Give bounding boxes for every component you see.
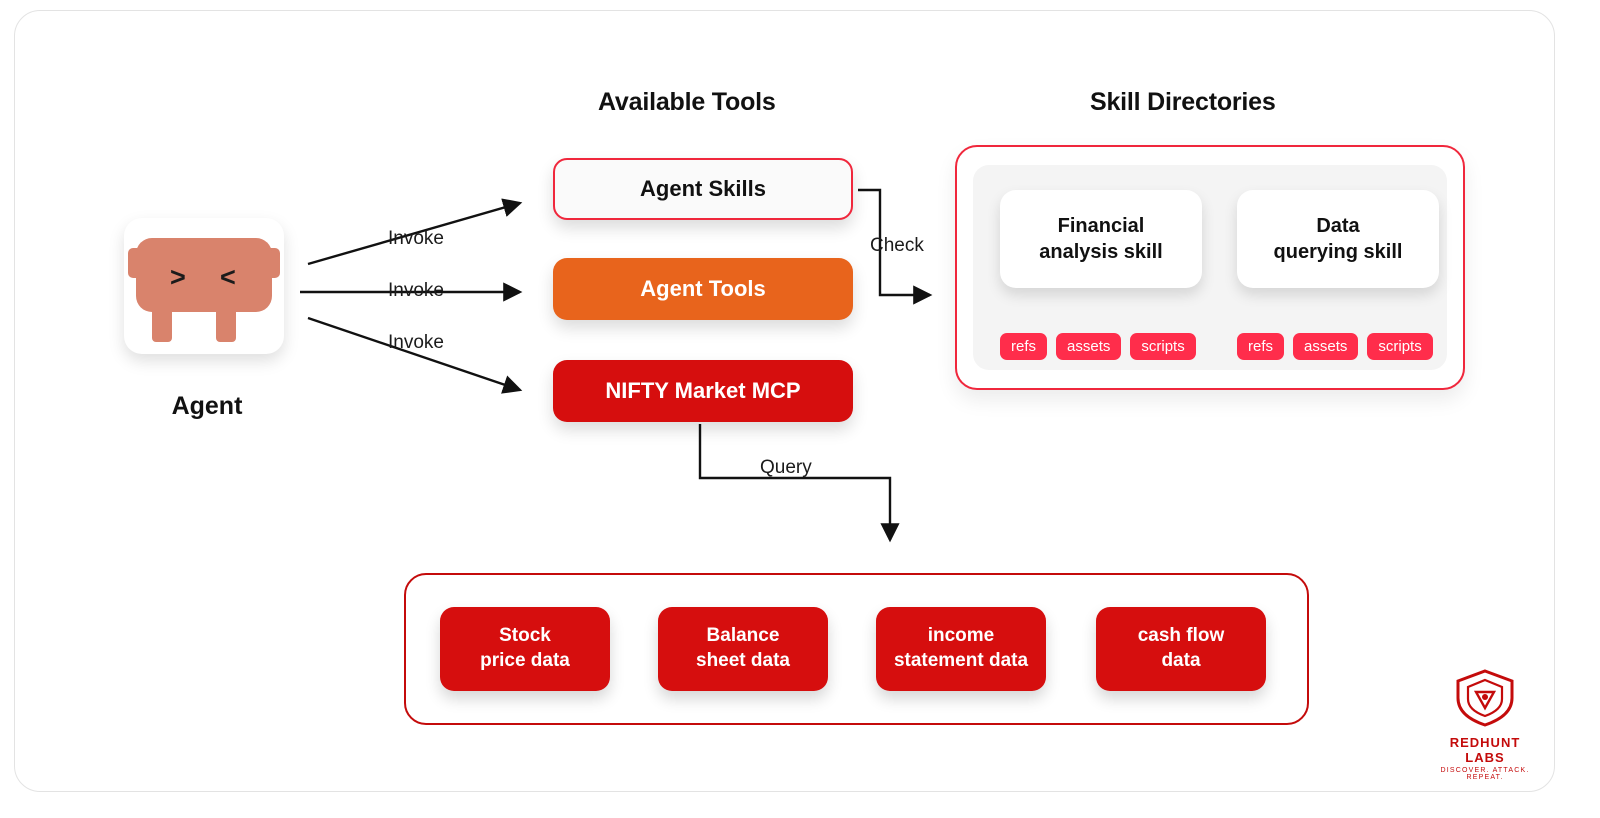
data-card-line1: income bbox=[927, 625, 995, 647]
data-card-cash-flow[interactable] bbox=[1096, 607, 1266, 691]
skill-card-title-line1: Financial bbox=[1057, 215, 1145, 237]
logo-tagline: DISCOVER. ATTACK. REPEAT. bbox=[1440, 767, 1530, 781]
heading-skill-directories: Skill Directories bbox=[1090, 88, 1276, 116]
data-card-line1: Stock bbox=[499, 625, 551, 647]
data-card-line2: statement data bbox=[893, 650, 1029, 671]
skill-card-title-line2: querying skill bbox=[1273, 241, 1403, 263]
data-card-line2: sheet data bbox=[696, 650, 790, 671]
data-card-line2: price data bbox=[480, 650, 570, 671]
tag-assets[interactable]: assets bbox=[1056, 333, 1121, 360]
tag-refs[interactable]: refs bbox=[1237, 333, 1284, 360]
redhunt-labs-logo bbox=[1430, 668, 1540, 781]
tag-scripts[interactable]: scripts bbox=[1130, 333, 1195, 360]
skill-card-data-querying[interactable] bbox=[1237, 190, 1439, 288]
data-card-income-statement[interactable] bbox=[876, 607, 1046, 691]
data-card-balance-sheet[interactable] bbox=[658, 607, 828, 691]
agent-leg bbox=[242, 312, 262, 342]
edge-label-invoke-tools: Invoke bbox=[388, 280, 444, 301]
data-card-line2: data bbox=[1161, 650, 1201, 671]
tag-assets[interactable]: assets bbox=[1293, 333, 1358, 360]
skill-card-title-line1: Data bbox=[1316, 215, 1360, 237]
agent-leg bbox=[152, 312, 172, 342]
shield-icon bbox=[1452, 668, 1518, 728]
edge-label-invoke-skills: Invoke bbox=[388, 228, 444, 249]
edge-label-check: Check bbox=[870, 235, 924, 256]
edge-label-query: Query bbox=[760, 457, 812, 478]
heading-available-tools: Available Tools bbox=[598, 88, 776, 116]
tool-nifty-market-mcp[interactable]: NIFTY Market MCP bbox=[553, 360, 853, 422]
agent-leg bbox=[216, 312, 236, 342]
tag-refs[interactable]: refs bbox=[1000, 333, 1047, 360]
skill-card-title-line2: analysis skill bbox=[1039, 241, 1163, 263]
data-card-stock-price[interactable] bbox=[440, 607, 610, 691]
skill-card-financial-analysis[interactable] bbox=[1000, 190, 1202, 288]
tool-agent-tools[interactable]: Agent Tools bbox=[553, 258, 853, 320]
logo-name: REDHUNT LABS bbox=[1449, 735, 1521, 765]
data-card-line1: Balance bbox=[706, 625, 780, 647]
agent-figure bbox=[124, 218, 290, 360]
data-card-line1: cash flow bbox=[1137, 625, 1225, 647]
skill-tags-financial-analysis bbox=[1000, 333, 1196, 360]
tag-scripts[interactable]: scripts bbox=[1367, 333, 1432, 360]
agent-leg bbox=[184, 312, 204, 342]
agent-eye-left: > bbox=[170, 262, 186, 292]
agent-label: Agent bbox=[171, 392, 243, 420]
agent-eye-right: < bbox=[220, 262, 236, 292]
skill-tags-data-querying bbox=[1237, 333, 1433, 360]
agent-body-icon bbox=[136, 238, 272, 312]
tool-agent-skills[interactable]: Agent Skills bbox=[553, 158, 853, 220]
agent-card bbox=[124, 218, 284, 354]
edge-label-invoke-mcp: Invoke bbox=[388, 332, 444, 353]
